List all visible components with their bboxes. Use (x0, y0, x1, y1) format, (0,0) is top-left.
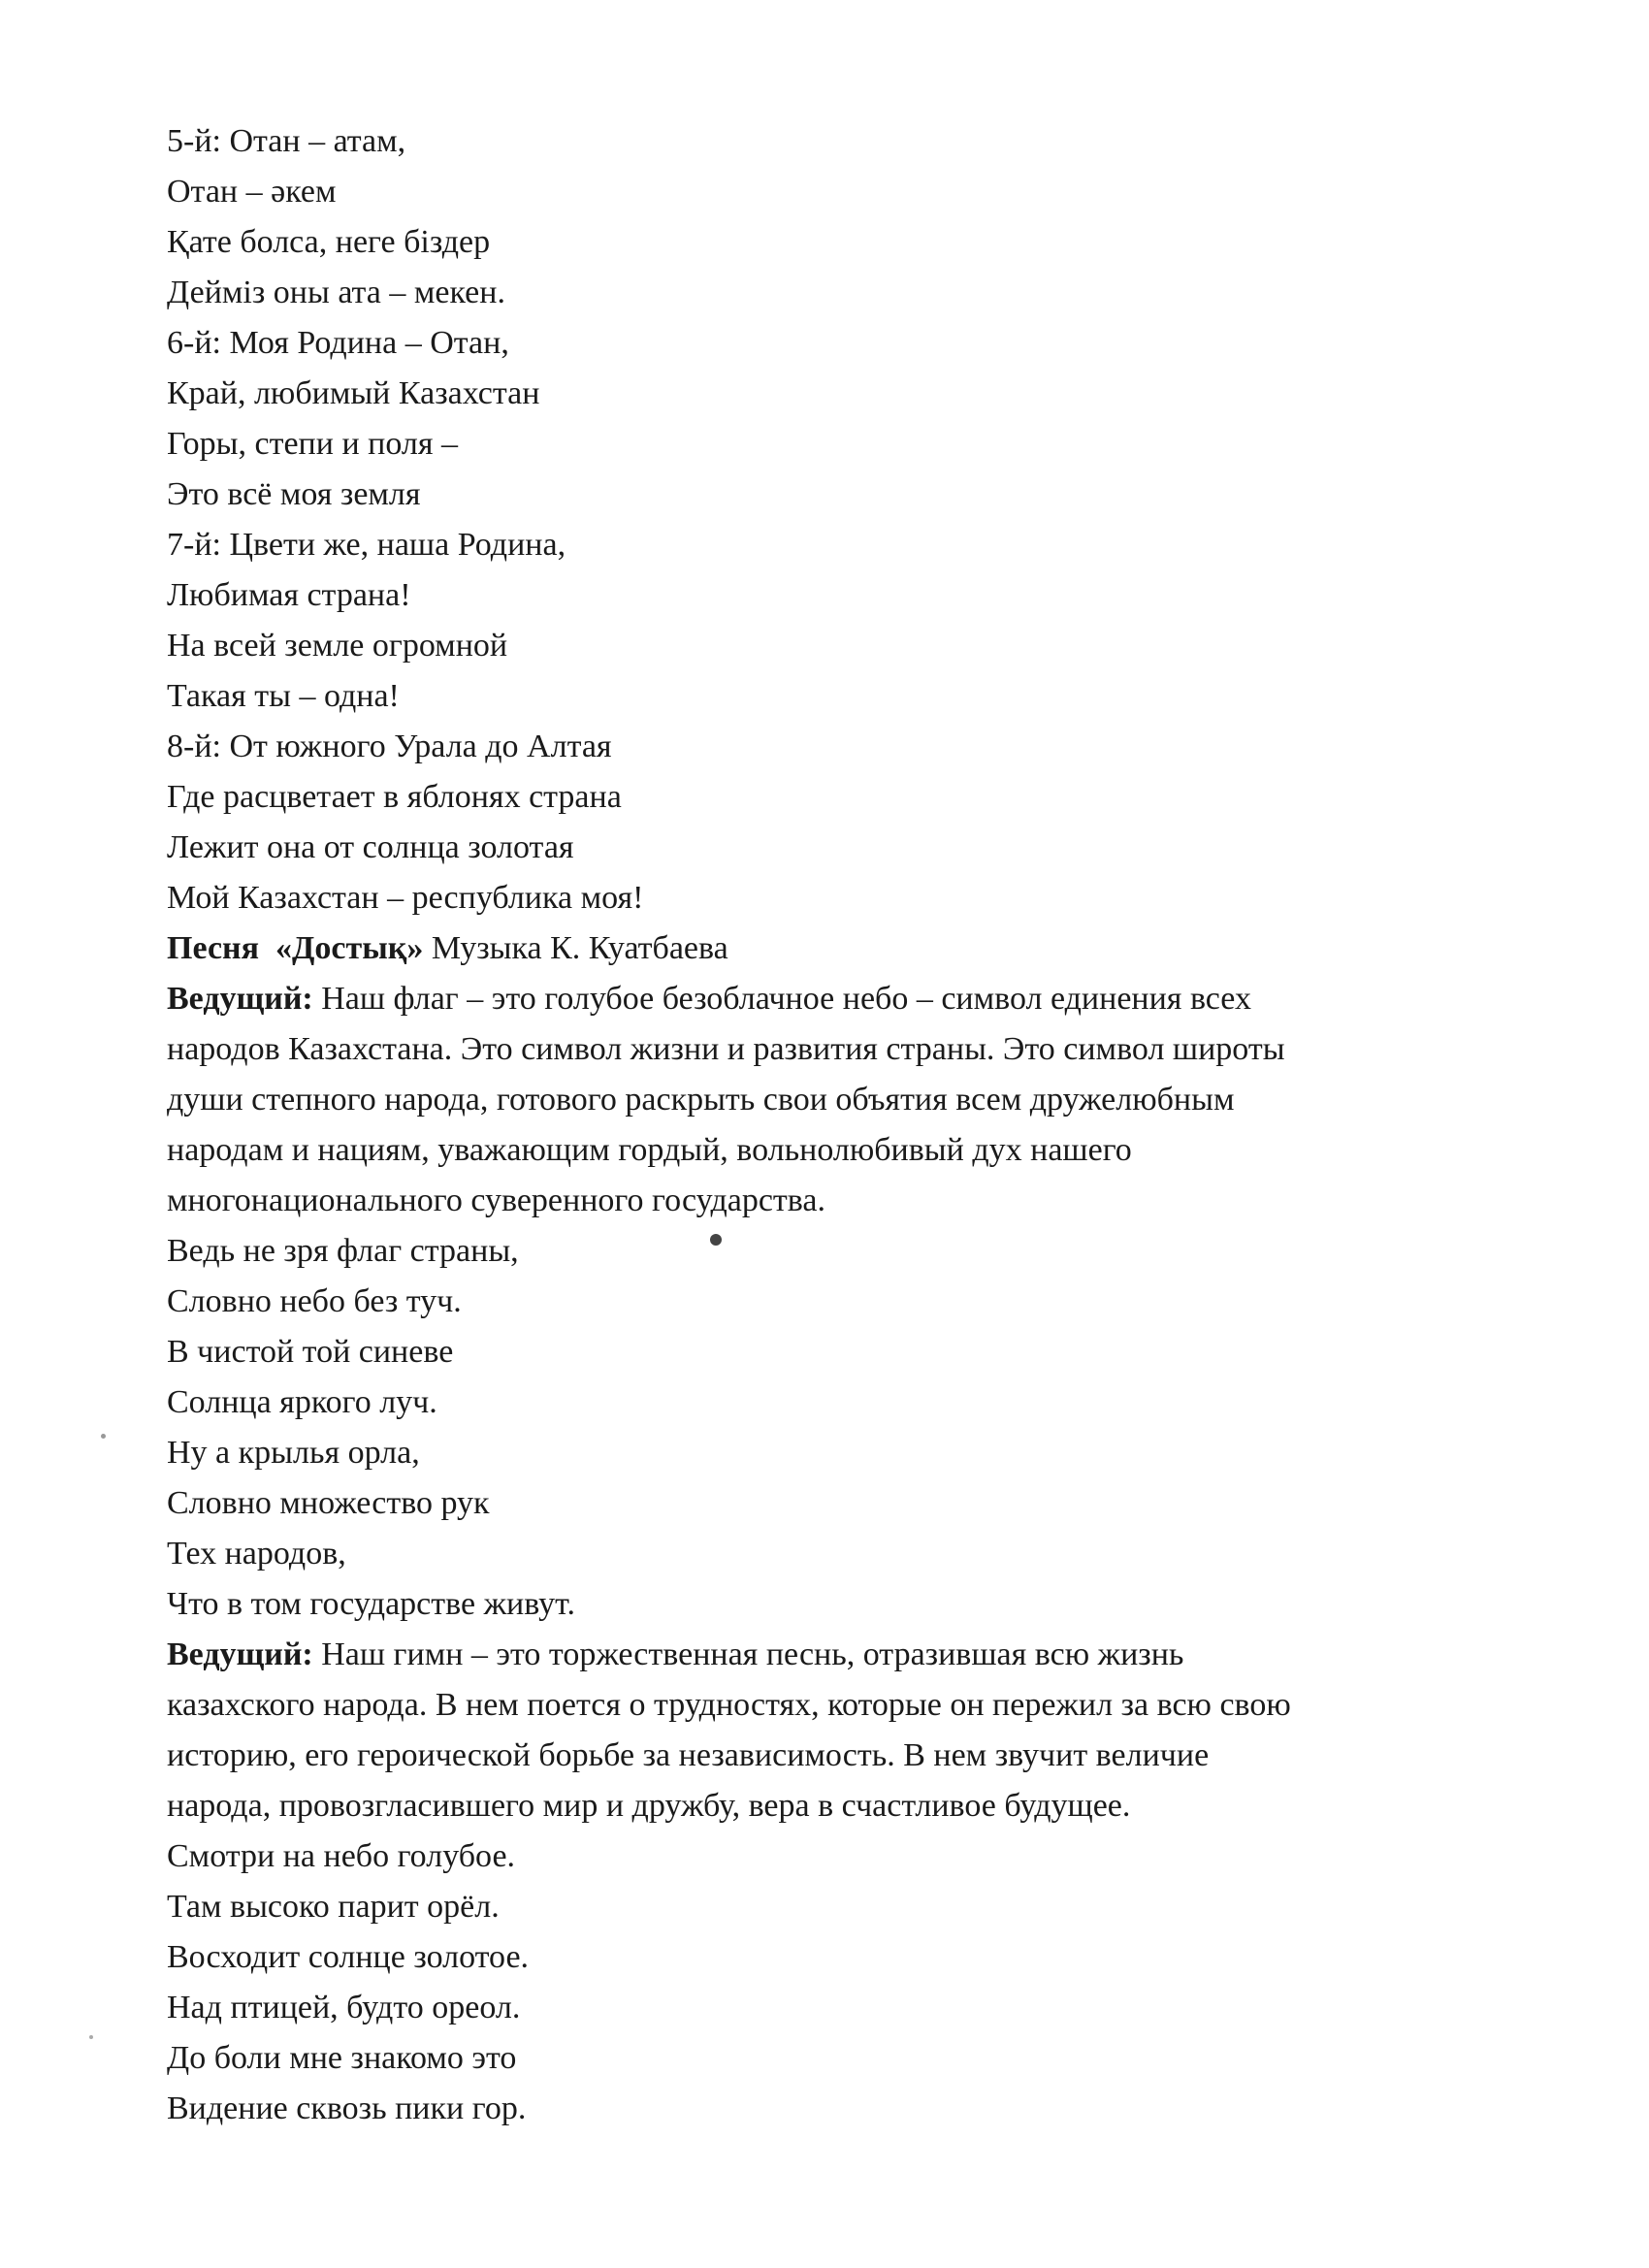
speech-line: народа, провозгласившего мир и дружбу, вера в счастливое будущее. (167, 1788, 1131, 1824)
verse-line: Там высоко парит орёл. (167, 1889, 500, 1925)
verse-line: Тех народов, (167, 1536, 346, 1571)
speaker-label: Ведущий: (167, 981, 313, 1017)
verse-line: Словно множество рук (167, 1485, 490, 1521)
poem-verses-2 (167, 1226, 1505, 1630)
verse-line: 7-й: Цвети же, наша Родина, (167, 527, 566, 563)
verse-line: Что в том государстве живут. (167, 1586, 575, 1622)
speech-line: казахского народа. В нем поется о трудностях, которые он пережил за всю свою (167, 1687, 1291, 1723)
verse-line: Ну а крылья орла, (167, 1435, 420, 1471)
speech-line: многонационального суверенного государства. (167, 1183, 825, 1218)
verse-line: Это всё моя земля (167, 476, 421, 512)
host-line (167, 1630, 1505, 1680)
host-line (167, 974, 1505, 1024)
speech-text: Наш флаг – это голубое безоблачное небо – символ единения всех (321, 981, 1251, 1017)
verse-line: Дейміз оны ата – мекен. (167, 275, 505, 310)
verse-line: 5-й: Отан – атам, (167, 123, 406, 159)
verse-line: Над птицей, будто ореол. (167, 1990, 521, 2025)
verse-line: Любимая страна! (167, 577, 411, 613)
verse-line: Восходит солнце золотое. (167, 1939, 530, 1975)
verse-line: Отан – әкем (167, 174, 337, 210)
song-title: «Достық» (275, 930, 424, 966)
verse-line: Ведь не зря флаг страны, (167, 1233, 519, 1269)
song-heading (167, 923, 1505, 974)
verse-line: Где расцветает в яблонях страна (167, 779, 622, 815)
verse-line: 6-й: Моя Родина – Отан, (167, 325, 509, 361)
verse-line: Лежит она от солнца золотая (167, 829, 574, 865)
verse-line: Такая ты – одна! (167, 678, 400, 714)
speech-text: Наш гимн – это торжественная песнь, отразившая всю жизнь (321, 1636, 1184, 1672)
verse-line: Видение сквозь пики гор. (167, 2090, 527, 2126)
song-credits: Музыка К. Куатбаева (431, 930, 728, 966)
host-speech-anthem (167, 1630, 1505, 1831)
verse-line: Солнца яркого луч. (167, 1384, 437, 1420)
speech-line: души степного народа, готового раскрыть свои объятия всем дружелюбным (167, 1082, 1235, 1118)
verse-line: На всей земле огромной (167, 628, 508, 664)
verse-line: Мой Казахстан – республика моя! (167, 880, 644, 916)
verse-line: Край, любимый Казахстан (167, 375, 540, 411)
verse-line: Смотри на небо голубое. (167, 1838, 516, 1874)
scan-speck (101, 1434, 106, 1439)
poem-verses-3 (167, 1831, 1505, 2134)
verse-line: В чистой той синеве (167, 1334, 454, 1370)
scan-speck (89, 2035, 93, 2039)
verse-line: 8-й: От южного Урала до Алтая (167, 729, 612, 764)
verse-line: До боли мне знакомо это (167, 2040, 517, 2076)
host-speech-flag (167, 974, 1505, 1226)
speaker-label: Ведущий: (167, 1636, 313, 1672)
poem-verses-1 (167, 116, 1505, 923)
speech-line: историю, его героической борьбе за независимость. В нем звучит величие (167, 1737, 1210, 1773)
speech-line: народам и нациям, уважающим гордый, вольнолюбивый дух нашего (167, 1132, 1132, 1168)
song-label: Песня (167, 930, 260, 966)
scan-speck (710, 1234, 722, 1246)
document-text (167, 116, 1505, 2134)
speech-line: народов Казахстана. Это символ жизни и развития страны. Это символ широты (167, 1031, 1285, 1067)
verse-line: Словно небо без туч. (167, 1283, 462, 1319)
verse-line: Горы, степи и поля – (167, 426, 458, 462)
verse-line: Қате болса, неге біздер (167, 224, 491, 260)
